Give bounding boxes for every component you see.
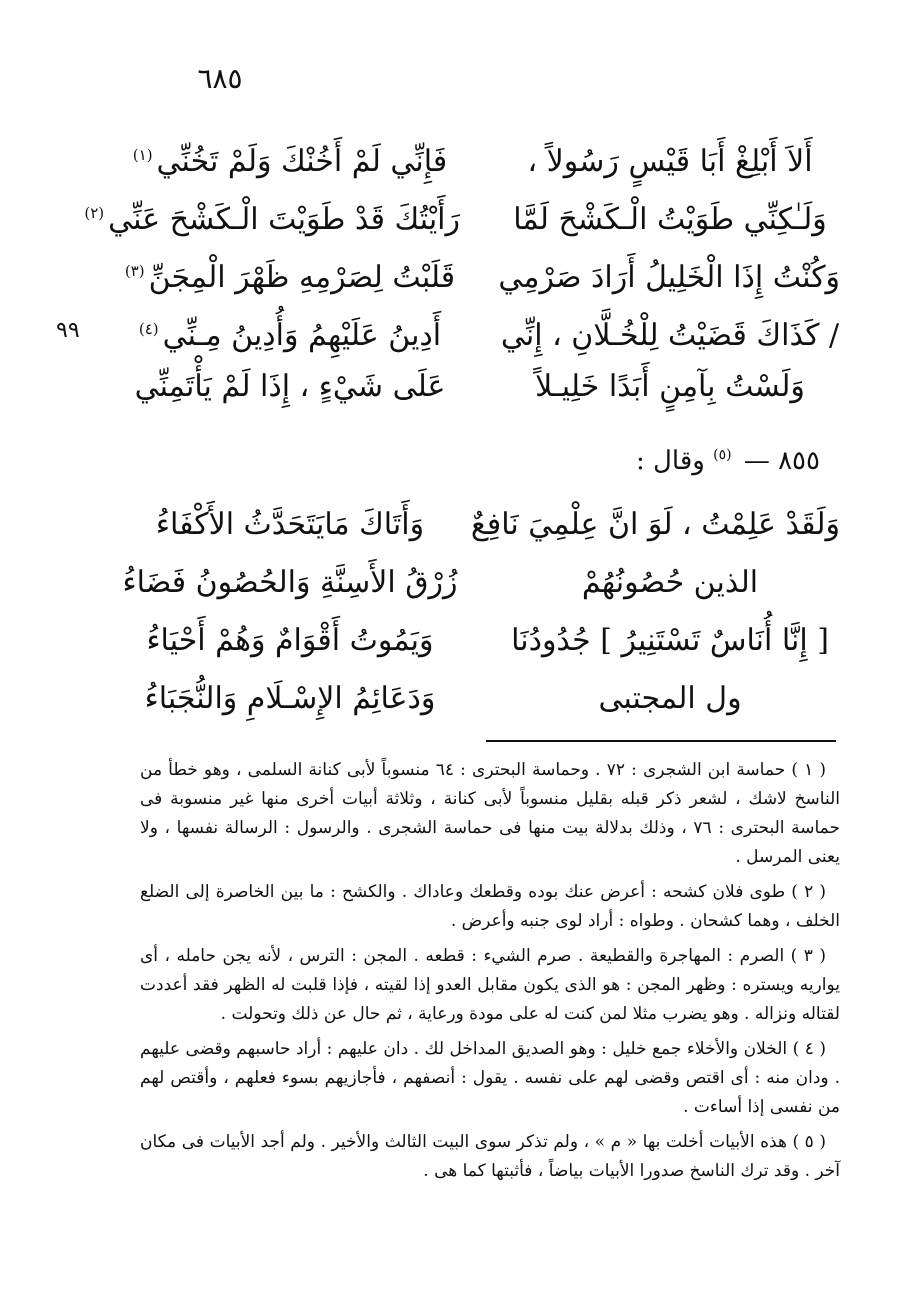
poem-2 xyxy=(120,496,840,728)
footnote: ( ٢ ) طوى فلان كشحه : أعرض عنك بوده وقطعك وعاداك . والكشح : ما بين الخاصرة إلى الضلع الخلف ، وهما كشحان . وطواه : أراد لوى جنبه وأعرض . xyxy=(140,882,840,931)
footnotes xyxy=(140,756,840,1192)
verse-line xyxy=(120,300,840,358)
verse-line xyxy=(120,496,840,554)
second-hemistich: أَدِينُ عَلَيْهِمُ وَأُدِينُ مِـنِّي xyxy=(162,318,442,353)
footnote: ( ٥ ) هذه الأبيات أخلت بها « م » ، ولم تذكر سوى البيت الثالث والأخير . ولم أجد الأبيات فى مكان آخر . وقد ترك الناسخ صدورا الأبيات بياضاً ، فأثبتها كما هى . xyxy=(140,1132,840,1181)
first-hemistich: وَلَـٰكِنِّي طَوَيْتُ الْـكَشْحَ لَمَّا xyxy=(513,202,827,237)
poem-heading xyxy=(560,446,820,476)
second-hemistich-wrap xyxy=(120,496,460,554)
first-hemistich: وَلَسْتُ بِآمِنٍ أَبَدًا خَلِيـلاً xyxy=(535,369,805,404)
verse-line xyxy=(120,358,840,416)
second-hemistich: رَأَيْتُكَ قَدْ طَوَيْتَ الْـكَشْحَ عَنِّي xyxy=(108,202,460,237)
second-hemistich: وَأَتَاكَ مَايَتَحَدَّثُ الأَكْفَاءُ xyxy=(155,507,425,542)
second-hemistich-wrap xyxy=(120,358,460,416)
footnote-separator xyxy=(486,740,836,742)
first-hemistich: الذين حُصُونُهُمْ xyxy=(581,565,759,600)
footnote: ( ٤ ) الخلان والأخلاء جمع خليل : وهو الصديق المداخل لك . دان عليهم : أراد حاسبهم وقضى عليهم . ودان منه : أى اقتص وقضى لهم على نفسه . يقول : أنصفهم ، فأجازيهم بسوء فعلهم ، وأقتص لهم من نفسى إذا أساءت . xyxy=(140,1039,840,1117)
second-hemistich-wrap xyxy=(120,554,460,612)
footnote: ( ٣ ) الصرم : المهاجرة والقطيعة . صرم الشيء : قطعه . المجن : الترس ، لأنه يجن حامله ، أى يواريه ويستره : وظهر المجن : هو الذى يكون مقابل العدو إذا لقيته ، فإذا قلبت له الظهر فقد أعددت لقتاله ونزاله . وهو يضرب مثلا لمن كنت له على مودة ورعاية ، ثم حال عن ذلك وتحولت . xyxy=(140,946,840,1024)
second-hemistich: وَدَعَائِمُ الإِسْـلَامِ وَالنُّجَبَاءُ xyxy=(144,681,436,716)
verse-line xyxy=(120,612,840,670)
second-hemistich: زُرْقُ الأَسِنَّةِ وَالحُصُونُ فَضَاءُ xyxy=(122,565,458,600)
poem-1 xyxy=(84,126,840,416)
second-hemistich: وَيَمُوتُ أَقْوَامٌ وَهُمْ أَحْيَاءُ xyxy=(146,623,434,658)
second-hemistich: عَلَى شَيْءٍ ، إِذَا لَمْ يَأْتَمِنِّي xyxy=(134,369,446,404)
first-hemistich: أَلاَ أَبْلِغْ أَبَا قَيْسٍ رَسُولاً ، xyxy=(527,144,813,179)
verse-line xyxy=(120,242,840,300)
margin-reference-number: ٩٩ xyxy=(56,318,80,343)
first-hemistich: [ إِنَّا أُنَاسٌ تَسْتَنِيرُ ] جُدُودُنَا xyxy=(511,623,829,658)
second-hemistich: فَإِنِّي لَمْ أَخُنْكَ وَلَمْ تَخُنِّي xyxy=(156,144,448,179)
first-hemistich: / كَذَاكَ قَضَيْتُ لِلْخُـلَّانِ ، إِنِّي xyxy=(500,318,840,353)
verse-line xyxy=(120,554,840,612)
second-hemistich-wrap xyxy=(120,126,460,191)
footnote-ref: (٤) xyxy=(138,320,159,338)
heading-text: وقال : xyxy=(636,446,705,476)
first-hemistich: وَلَقَدْ عَلِمْتُ ، لَوَ انَّ عِلْمِيَ نَافِعٌ xyxy=(470,507,840,542)
footnote-ref: (١) xyxy=(132,146,153,164)
second-hemistich-wrap xyxy=(120,242,460,307)
heading-footnote-ref: (٥) xyxy=(713,447,732,464)
verse-line xyxy=(120,670,840,728)
second-hemistich-wrap xyxy=(84,184,460,249)
footnote: ( ١ ) حماسة ابن الشجرى : ٧٢ . وحماسة البحترى : ٦٤ منسوباً لأبى كنانة السلمى ، وهو خطأ من الناسخ لاشك ، لشعر ذكر قبله بقليل منسوباً لأبى كنانة ، وثلاثة أبيات أخرى منها غير منسوبة فى حماسة البحترى : ٧٦ ، وذلك بدلالة بيت منها فى حماسة الشجرى . والرسول : الرسالة نفسها ، ولا يعنى المرسل . xyxy=(140,760,840,867)
first-hemistich: وَكُنْتُ إِذَا الْخَلِيلُ أَرَادَ صَرْمِي xyxy=(498,260,840,295)
page-number: ٦٨٥ xyxy=(197,62,243,95)
second-hemistich-wrap xyxy=(120,612,460,670)
first-hemistich: ول المجتبى xyxy=(598,681,742,716)
second-hemistich-wrap xyxy=(120,670,460,728)
poem-number: ٨٥٥ — xyxy=(743,446,820,476)
second-hemistich-wrap xyxy=(120,300,460,365)
verse-line xyxy=(120,126,840,184)
second-hemistich: قَلَبْتُ لِصَرْمِهِ ظَهْرَ الْمِجَنِّ xyxy=(148,260,456,295)
footnote-ref: (٣) xyxy=(124,262,145,280)
footnote-ref: (٢) xyxy=(84,204,105,222)
verse-line xyxy=(84,184,840,242)
